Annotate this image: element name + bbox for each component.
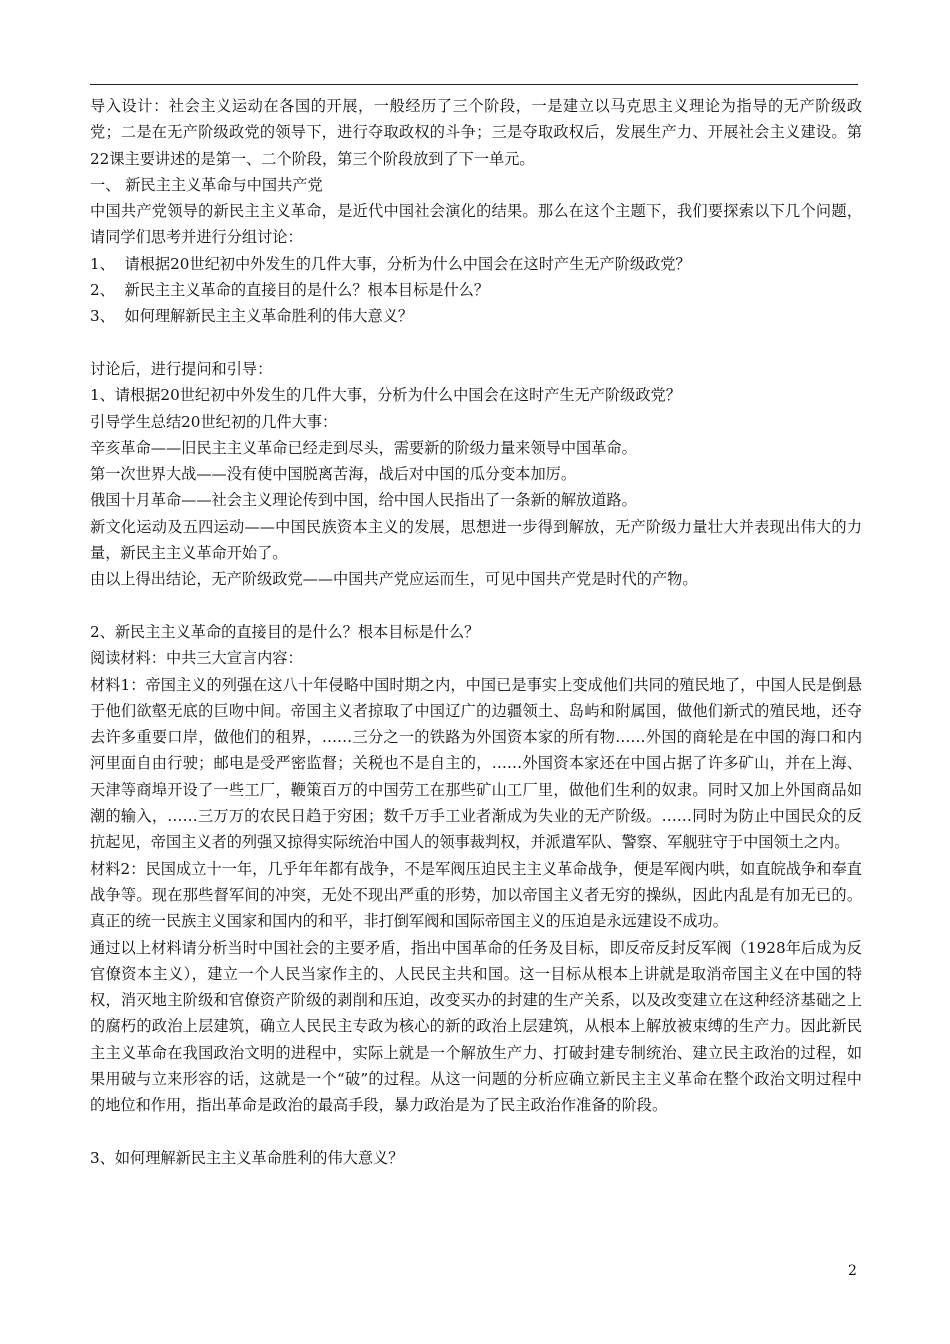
reading-material-label: 阅读材料：中共三大宣言内容：: [90, 649, 303, 668]
intro-paragraph: 导入设计：社会主义运动在各国的开展，一般经历了三个阶段，一是建立以马克思主义理论为指导的无产阶级政党；二是在无产阶级政党的领导下，进行夺取政权的斗争；三是夺取政权后，发展生产力、开展社会主义建设。第22课主要讲述的是第一、二个阶段，第三个阶段放到了下一单元。: [90, 97, 862, 168]
question-1-conclusion: 由以上得出结论，无产阶级政党——中国共产党应运而生，可见中国共产党是时代的产物。: [90, 570, 698, 589]
document-body: [90, 93, 862, 1171]
paragraph-spacer: [90, 593, 862, 619]
analysis-paragraph: 通过以上材料请分析当时中国社会的主要矛盾，指出中国革命的任务及目标，即反帝反封反军阀（1928年后成为反官僚资本主义），建立一个人民当家作主的、人民民主共和国。这一目标从根本上讲就是取消帝国主义在中国的特权，消灭地主阶级和官僚资产阶级的剥削和压迫，改变买办的封建的生产关系，以及改变建立在这种经济基础之上的腐朽的政治上层建筑，确立人民民主专政为核心的新的政治上层建筑，从根本上解放被束缚的生产力。因此新民主主义革命在我国政治文明的进程中，实际上就是一个解放生产力、打破封建专制统治、建立民主政治的过程，如果用破与立来形容的话，这就是一个“破”的过程。从这一问题的分析应确立新民主主义革命在整个政治文明过程中的地位和作用，指出革命是政治的最高手段，暴力政治是为了民主政治作准备的阶段。: [90, 938, 862, 1115]
question-item: 2、 新民主主义革命的直接目的是什么？根本目标是什么？: [90, 281, 490, 300]
material-2-paragraph: 材料2：民国成立十一年，几乎年年都有战争，不是军阀压迫民主主义革命战争，便是军阀内哄，如直皖战争和奉直战争等。现在那些督军间的冲突，无处不现出严重的形势，加以帝国主义者无穷的操纵，因此内乱是有加无已的。真正的统一民族主义国家和国内的和平，非打倒军阀和国际帝国主义的压迫是永远建设不成功。: [90, 859, 862, 931]
question-2-restatement: 2、新民主主义革命的直接目的是什么？根本目标是什么？: [90, 622, 480, 641]
page-number: 2: [848, 1263, 857, 1279]
question-1-restatement: 1、请根据20世纪初中外发生的几件大事，分析为什么中国会在这时产生无产阶级政党？: [90, 386, 681, 405]
header-rule: [90, 84, 858, 85]
discussion-intro: 讨论后，进行提问和引导：: [90, 359, 273, 378]
question-3-restatement: 3、如何理解新民主主义革命胜利的伟大意义？: [90, 1148, 404, 1167]
section-heading: 一、 新民主主义革命与中国共产党: [90, 175, 323, 194]
paragraph-spacer: [90, 1119, 862, 1145]
event-item: 辛亥革命——旧民主主义革命已经走到尽头，需要新的阶级力量来领导中国革命。: [90, 438, 637, 457]
section-lead-paragraph: 中国共产党领导的新民主主义革命，是近代中国社会演化的结果。那么在这个主题下，我们要探索以下几个问题，请同学们思考并进行分组讨论：: [90, 202, 862, 247]
event-item: 俄国十月革命——社会主义理论传到中国，给中国人民指出了一条新的解放道路。: [90, 491, 637, 510]
question-1-guide: 引导学生总结20世纪初的几件大事：: [90, 412, 338, 431]
question-item: 1、 请根据20世纪初中外发生的几件大事，分析为什么中国会在这时产生无产阶级政党？: [90, 254, 691, 273]
question-item: 3、 如何理解新民主主义革命胜利的伟大意义？: [90, 307, 414, 326]
event-item: 第一次世界大战——没有使中国脱离苦海，战后对中国的瓜分变本加厉。: [90, 465, 576, 484]
paragraph-spacer: [90, 330, 862, 356]
material-1-paragraph: 材料1：帝国主义的列强在这八十年侵略中国时期之内，中国已是事实上变成他们共同的殖民地了，中国人民是倒悬于他们欲壑无底的巨吻中间。帝国主义者掠取了中国辽广的边疆领土、岛屿和附属国，做他们新式的殖民地，还夺去许多重要口岸，做他们的租界，……三分之一的铁路为外国资本家的所有物……外国的商轮是在中国的海口和内河里面自由行驶；邮电是受严密监督；关税也不是自主的，……外国资本家还在中国占据了许多矿山，并在上海、天津等商埠开设了一些工厂，鞭策百万的中国劳工在那些矿山工厂里，做他们生利的奴隶。同时又加上外国商品如潮的输入，……三万万的农民日趋于穷困；数千万手工业者渐成为失业的无产阶级。……同时为防止中国民众的反抗起见，帝国主义者的列强又掠得实际统治中国人的领事裁判权，并派遣军队、警察、军舰驻守于中国领土之内。: [90, 675, 862, 852]
event-item: 新文化运动及五四运动——中国民族资本主义的发展，思想进一步得到解放，无产阶级力量壮大并表现出伟大的力量，新民主主义革命开始了。: [90, 517, 862, 563]
